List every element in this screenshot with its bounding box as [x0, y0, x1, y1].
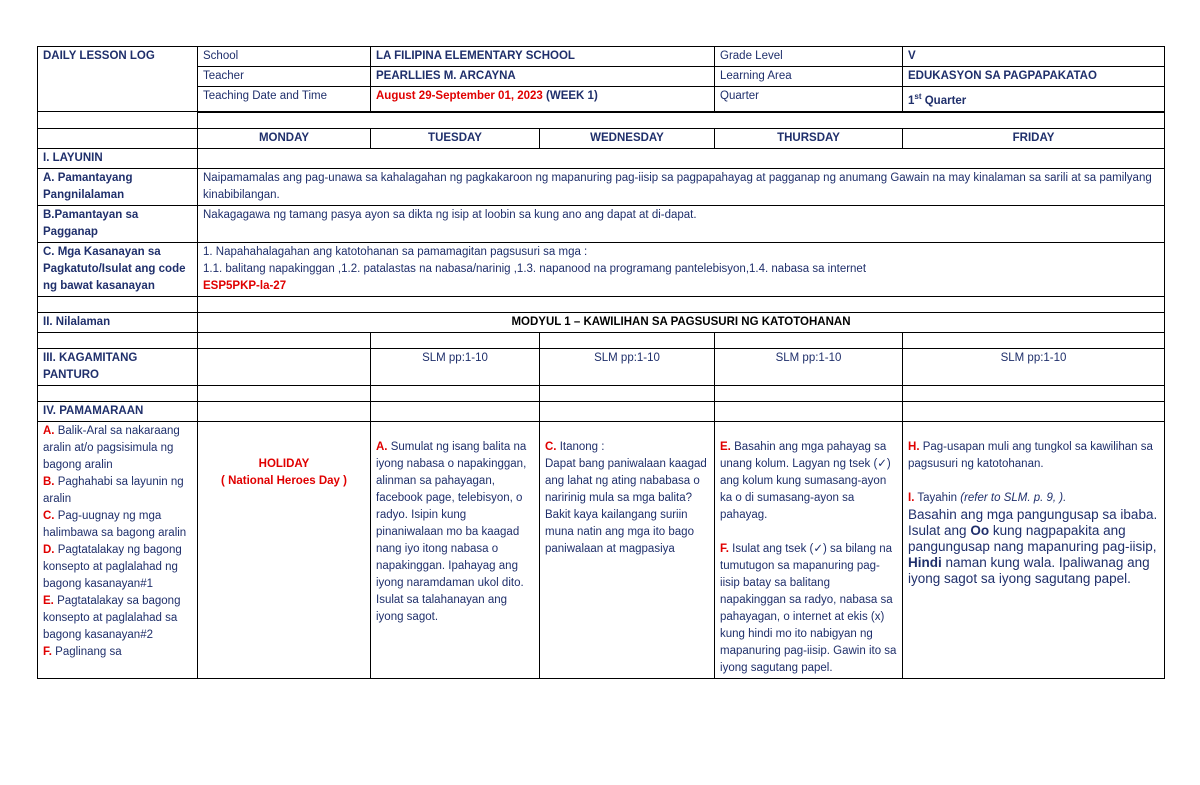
- tuesday-letter: A.: [376, 440, 388, 453]
- school-label: School: [198, 47, 371, 67]
- header-row-school: [38, 47, 1165, 67]
- wednesday-text: Dapat bang paniwalaan kaagad ang lahat ng ating nababasa o naririnig mula sa mga balita? Bakit kaya kailangang suriin muna natin ang mga ito bago paniwalaan at magpasiya: [545, 457, 707, 555]
- thursday-e: E. Basahin ang mga pahayag sa unang kolum. Lagyan ng tsek (✓) ang kolum kung sumasang-ayon ka o di sumasang-ayon sa pahayag.: [720, 440, 891, 521]
- tuesday-text: Sumulat ng isang balita na iyong nabasa o napakinggan, alinman sa pahayagan, facebook page, telebisyon, o radyo. Isipin kung pinaniwalaan mo ba kaagad nang iyo itong nabasa o napakinggan. Ipahayag ang iyong naramdaman ukol dito. Isulat sa talahanayan ang iyong sagot.: [376, 440, 527, 623]
- pamantayan-pagganap-row: [38, 205, 1165, 242]
- kasanayan-line-1: 1. Napahahalagahan ang katotohanan sa pamamagitan pagsusuri sa mga :: [203, 245, 588, 258]
- date-range: August 29-September 01, 2023: [376, 90, 543, 102]
- step-a: A. Balik-Aral sa nakaraang aralin at/o pagsisimula ng bagong aralin: [43, 424, 180, 471]
- teacher-label: Teacher: [198, 67, 371, 87]
- friday-h: H. Pag-usapan muli ang tungkol sa kawilihan sa pagsusuri ng katotohanan.: [908, 440, 1153, 470]
- header-row-date: [38, 87, 1165, 112]
- pamamaraan-title: IV. PAMAMARAAN: [38, 401, 198, 421]
- holiday-reason: ( National Heroes Day ): [221, 474, 347, 487]
- quarter-suffix: st: [914, 92, 922, 101]
- nilalaman-text: MODYUL 1 – KAWILIHAN SA PAGSUSURI NG KATOTOHANAN: [198, 312, 1165, 332]
- wednesday-letter: C.: [545, 440, 557, 453]
- date-label: Teaching Date and Time: [198, 87, 371, 112]
- quarter-label: Quarter: [715, 87, 903, 112]
- quarter-value: [903, 87, 1165, 112]
- kagamitan-tuesday: SLM pp:1-10: [371, 348, 540, 385]
- pamantayan-pagganap-text: Nakagagawa ng tamang pasya ayon sa dikta ng isip at loobin sa kung ano ang dapat at di-dapat.: [198, 205, 1165, 242]
- doc-title: DAILY LESSON LOG: [38, 47, 198, 112]
- pamantayang-pangnilalaman-label: A. Pamantayang Pangnilalaman: [38, 168, 198, 205]
- layunin-empty: [198, 148, 1165, 168]
- spacer-row-4: [38, 385, 1165, 401]
- step-b: B. Paghahabi sa layunin ng aralin: [43, 475, 184, 505]
- quarter-text: Quarter: [921, 94, 967, 107]
- friday-hindi: Hindi: [908, 554, 942, 570]
- pamantayang-pangnilalaman-text: Naipamamalas ang pag-unawa sa kahalagahan ng pagkakaroon ng mapanuring pag-iisip sa pagpapahayag at pagganap ng anumang Gawain na may kinalaman sa sarili at sa pamilyang kinabibilangan.: [198, 168, 1165, 205]
- days-row: [38, 128, 1165, 148]
- grade-label: Grade Level: [715, 47, 903, 67]
- grade-value: V: [903, 47, 1165, 67]
- pamamaraan-wednesday: [540, 421, 715, 678]
- holiday-label: HOLIDAY: [258, 457, 310, 470]
- quarter-number: 1: [908, 94, 915, 107]
- days-corner: [38, 128, 198, 148]
- layunin-title: I. LAYUNIN: [38, 148, 198, 168]
- kasanayan-cell: [198, 242, 1165, 296]
- day-thursday: THURSDAY: [715, 128, 903, 148]
- daily-lesson-log-table: [37, 46, 1165, 679]
- area-value: EDUKASYON SA PAGPAPAKATAO: [903, 67, 1165, 87]
- pamamaraan-content-row: [38, 421, 1165, 678]
- pamamaraan-thursday: [715, 421, 903, 678]
- kagamitan-wednesday: SLM pp:1-10: [540, 348, 715, 385]
- nilalaman-title: II. Nilalaman: [38, 312, 198, 332]
- day-tuesday: TUESDAY: [371, 128, 540, 148]
- kagamitan-title: III. KAGAMITANG PANTURO: [38, 348, 198, 385]
- header-row-teacher: [38, 67, 1165, 87]
- friday-instructions: Basahin ang mga pangungusap sa ibaba. Isulat ang Oo kung nagpapakita ang pangungusap nang mapanuring pag-iisip, Hindi naman kung wala. Ipaliwanag ang iyong sagot sa iyong sagutang papel.: [908, 506, 1158, 586]
- layunin-row: [38, 148, 1165, 168]
- day-monday: MONDAY: [198, 128, 371, 148]
- kagamitan-friday: SLM pp:1-10: [903, 348, 1165, 385]
- spacer-row: [38, 112, 1165, 129]
- pamamaraan-row: [38, 401, 1165, 421]
- school-value: LA FILIPINA ELEMENTARY SCHOOL: [371, 47, 715, 67]
- thursday-f: F. Isulat ang tsek (✓) sa bilang na tumutugon sa mapanuring pag-iisip batay sa balitang napakinggan sa radyo, nabasa sa pahayagan, o internet at ekis (x) kung hindi mo ito nabigyan ng mapanuring pag-iisip. Gawin ito sa iyong sagutang papel.: [720, 542, 897, 674]
- kasanayan-line-2: 1.1. balitang napakinggan ,1.2. patalastas na nabasa/narinig ,1.3. napanood na programang pantelebisyon,1.4. nabasa sa internet: [203, 262, 867, 275]
- teacher-value: PEARLLIES M. ARCAYNA: [371, 67, 715, 87]
- friday-i: I. Tayahin (refer to SLM. p. 9, ).: [908, 491, 1067, 504]
- date-value: [371, 87, 715, 112]
- wednesday-title: Itanong :: [556, 440, 605, 453]
- kasanayan-row: [38, 242, 1165, 296]
- step-d: D. Pagtatalakay ng bagong konsepto at paglalahad ng bagong kasanayan#1: [43, 543, 182, 590]
- pamantayan-pagganap-label: B.Pamantayan sa Pagganap: [38, 205, 198, 242]
- kagamitan-row: [38, 348, 1165, 385]
- pamantayang-pangnilalaman-row: [38, 168, 1165, 205]
- step-e: E. Pagtatalakay sa bagong konsepto at paglalahad sa bagong kasanayan#2: [43, 594, 181, 641]
- friday-oo: Oo: [970, 522, 990, 538]
- date-week: (WEEK 1): [542, 90, 598, 102]
- pamamaraan-friday: [903, 421, 1165, 678]
- kasanayan-label: C. Mga Kasanayan sa Pagkatuto/Isulat ang code ng bawat kasanayan: [38, 242, 198, 296]
- kagamitan-thursday: SLM pp:1-10: [715, 348, 903, 385]
- kasanayan-code: ESP5PKP-la-27: [203, 279, 287, 292]
- pamamaraan-tuesday: [371, 421, 540, 678]
- area-label: Learning Area: [715, 67, 903, 87]
- pamamaraan-steps: [38, 421, 198, 678]
- pamamaraan-monday: [198, 421, 371, 678]
- step-c: C. Pag-uugnay ng mga halimbawa sa bagong aralin: [43, 509, 187, 539]
- nilalaman-row: [38, 312, 1165, 332]
- spacer-row-2: [38, 296, 1165, 312]
- day-wednesday: WEDNESDAY: [540, 128, 715, 148]
- spacer-row-3: [38, 332, 1165, 348]
- step-f: F. Paglinang sa: [43, 645, 122, 658]
- kagamitan-monday: [198, 348, 371, 385]
- day-friday: FRIDAY: [903, 128, 1165, 148]
